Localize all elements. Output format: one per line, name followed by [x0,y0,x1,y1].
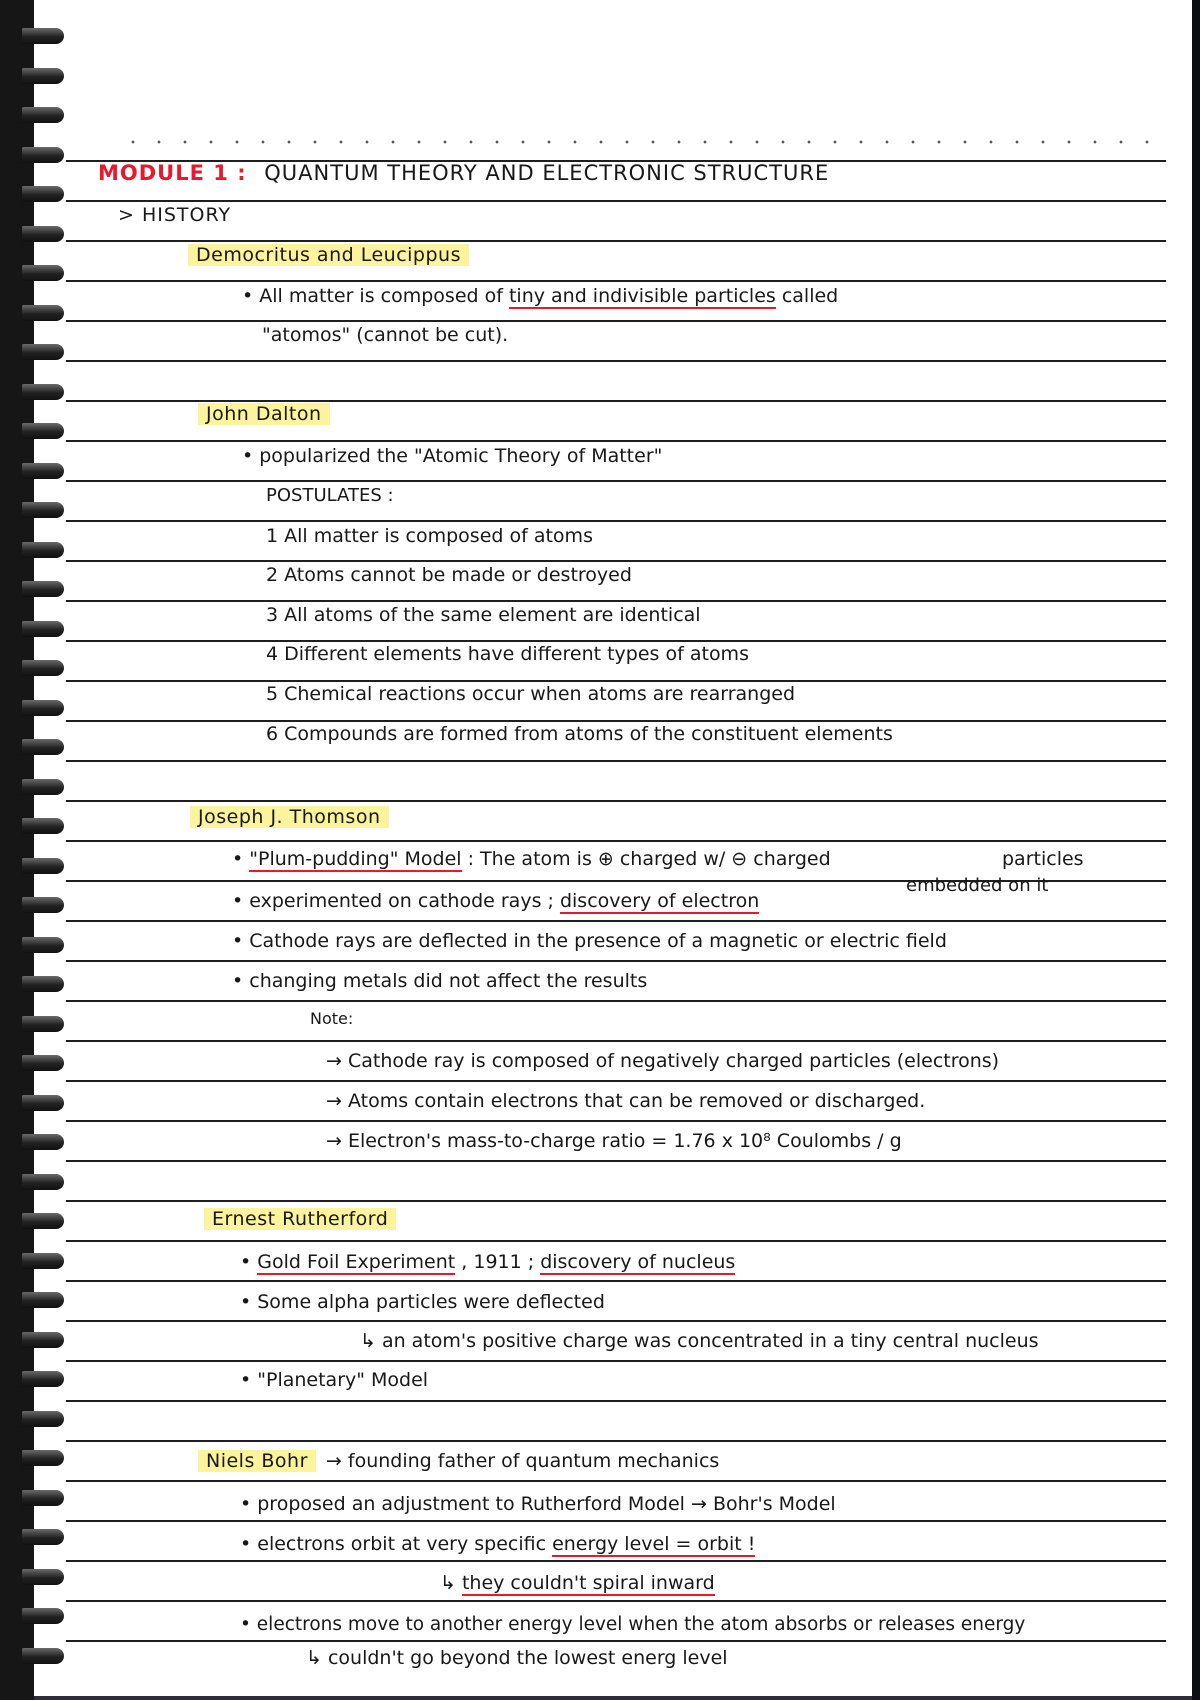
binding-ring [22,1253,64,1269]
postulate-item: 6 Compounds are formed from atoms of the constituent elements [266,723,893,745]
binding-ring [22,818,64,834]
bullet-democritus-1: • All matter is composed of tiny and indivisible particles called [242,285,839,307]
binding-ring [22,305,64,321]
binding-ring [22,1569,64,1585]
binding-ring [22,1450,64,1466]
binding-ring [22,1055,64,1071]
binding-ring [22,1332,64,1348]
note-label: Note: [310,1009,354,1028]
ruled-line [66,1360,1166,1362]
postulate-item: 2 Atoms cannot be made or destroyed [266,564,632,586]
bullet-thomson-3: • Cathode rays are deflected in the presence of a magnetic or electric field [232,930,947,952]
bullet-bohr-2-sub: ↳ they couldn't spiral inward [440,1572,715,1594]
binding-ring [22,1016,64,1032]
ruled-line [66,840,1166,842]
section-history: > HISTORY [118,204,232,226]
bohr-heading: Niels Bohr → founding father of quantum mechanics [198,1448,719,1474]
spiral-binding [0,0,34,1700]
name-bohr: Niels Bohr [198,1450,316,1472]
bullet-bohr-3: • electrons move to another energy level when the atom absorbs or releases energy [240,1614,1026,1635]
ruled-line [66,1600,1166,1602]
binding-ring [22,265,64,281]
binding-ring [22,700,64,716]
binding-ring [22,423,64,439]
binding-ring [22,660,64,676]
binding-ring [22,739,64,755]
postulate-item: 3 All atoms of the same element are identical [266,604,701,626]
binding-ring [22,1095,64,1111]
ruled-line [66,920,1166,922]
name-dalton: John Dalton [198,403,330,425]
binding-ring [22,1608,64,1624]
ruled-line [66,1280,1166,1282]
bullet-rutherford-2: • Some alpha particles were deflected [240,1291,605,1313]
binding-ring [22,976,64,992]
ruled-line [66,1000,1166,1002]
binding-ring [22,581,64,597]
binding-ring [22,621,64,637]
ruled-line [66,800,1166,802]
note-item: → Atoms contain electrons that can be removed or discharged. [326,1090,926,1112]
ruled-line [66,1080,1166,1082]
postulate-item: 1 All matter is composed of atoms [266,525,593,547]
note-item: → Electron's mass-to-charge ratio = 1.76 x 10⁸ Coulombs / g [326,1130,902,1152]
binding-ring [22,502,64,518]
binding-ring [22,28,64,44]
binding-ring [22,1490,64,1506]
bullet-bohr-2: • electrons orbit at very specific energy level = orbit ! [240,1533,756,1555]
name-thomson: Joseph J. Thomson [190,806,389,828]
bullet-thomson-1-tail: particles [1002,848,1084,870]
bullet-thomson-1-tail2: embedded on it [906,875,1049,896]
binding-ring [22,779,64,795]
binding-ring [22,1134,64,1150]
ruled-line [66,1040,1166,1042]
ruled-line [66,280,1166,282]
ruled-line [66,480,1166,482]
ruled-line [66,1440,1166,1442]
postulates-label: POSTULATES : [266,485,394,506]
module-heading [98,160,829,186]
binding-ring [22,858,64,874]
module-title: QUANTUM THEORY AND ELECTRONIC STRUCTURE [264,161,830,185]
ruled-line [66,1560,1166,1562]
binding-ring [22,463,64,479]
ruled-line [66,360,1166,362]
binding-ring [22,147,64,163]
ruled-line [66,1640,1166,1642]
binding-ring [22,1213,64,1229]
bullet-bohr-3-sub: ↳ couldn't go beyond the lowest energ level [306,1647,728,1669]
bullet-thomson-4: • changing metals did not affect the results [232,970,648,992]
binding-ring [22,897,64,913]
bullet-rutherford-3: • "Planetary" Model [240,1369,429,1391]
postulate-item: 5 Chemical reactions occur when atoms are rearranged [266,683,796,705]
ruled-line [66,1400,1166,1402]
binding-ring [22,1648,64,1664]
ruled-line [66,1120,1166,1122]
ruled-line [66,320,1166,322]
binding-ring [22,107,64,123]
ruled-line [66,760,1166,762]
binding-ring [22,937,64,953]
bullet-rutherford-2-sub: ↳ an atom's positive charge was concentrated in a tiny central nucleus [360,1330,1039,1352]
ruled-line [66,1200,1166,1202]
bullet-thomson-2: • experimented on cathode rays ; discovery of electron [232,890,760,912]
ruled-line [66,1520,1166,1522]
module-label: MODULE 1 : [98,161,247,185]
bullet-democritus-1-cont: "atomos" (cannot be cut). [262,324,509,346]
name-rutherford: Ernest Rutherford [204,1208,396,1230]
ruled-line [66,520,1166,522]
bullet-bohr-1: • proposed an adjustment to Rutherford Model → Bohr's Model [240,1493,836,1515]
binding-ring [22,542,64,558]
ruled-line [66,960,1166,962]
binding-ring [22,344,64,360]
binding-ring [22,68,64,84]
bullet-dalton-1: • popularized the "Atomic Theory of Matter" [242,445,663,467]
ruled-line [66,1320,1166,1322]
binding-ring [22,1174,64,1190]
binding-ring [22,1411,64,1427]
ruled-line [66,440,1166,442]
binding-ring [22,1292,64,1308]
bullet-rutherford-1: • Gold Foil Experiment , 1911 ; discovery of nucleus [240,1251,736,1273]
binding-ring [22,1371,64,1387]
ruled-line [66,1240,1166,1242]
binding-ring [22,226,64,242]
binding-ring [22,384,64,400]
perforation-dots [120,140,1160,144]
name-democritus: Democritus and Leucippus [188,244,469,266]
binding-ring [22,1529,64,1545]
ruled-line [66,1160,1166,1162]
postulate-item: 4 Different elements have different types of atoms [266,643,749,665]
note-item: → Cathode ray is composed of negatively charged particles (electrons) [326,1050,1000,1072]
bullet-thomson-1: • "Plum-pudding" Model : The atom is ⊕ charged w/ ⊖ charged [232,848,831,870]
page-edge [1192,0,1200,1700]
binding-ring [22,186,64,202]
ruled-line [66,1480,1166,1482]
